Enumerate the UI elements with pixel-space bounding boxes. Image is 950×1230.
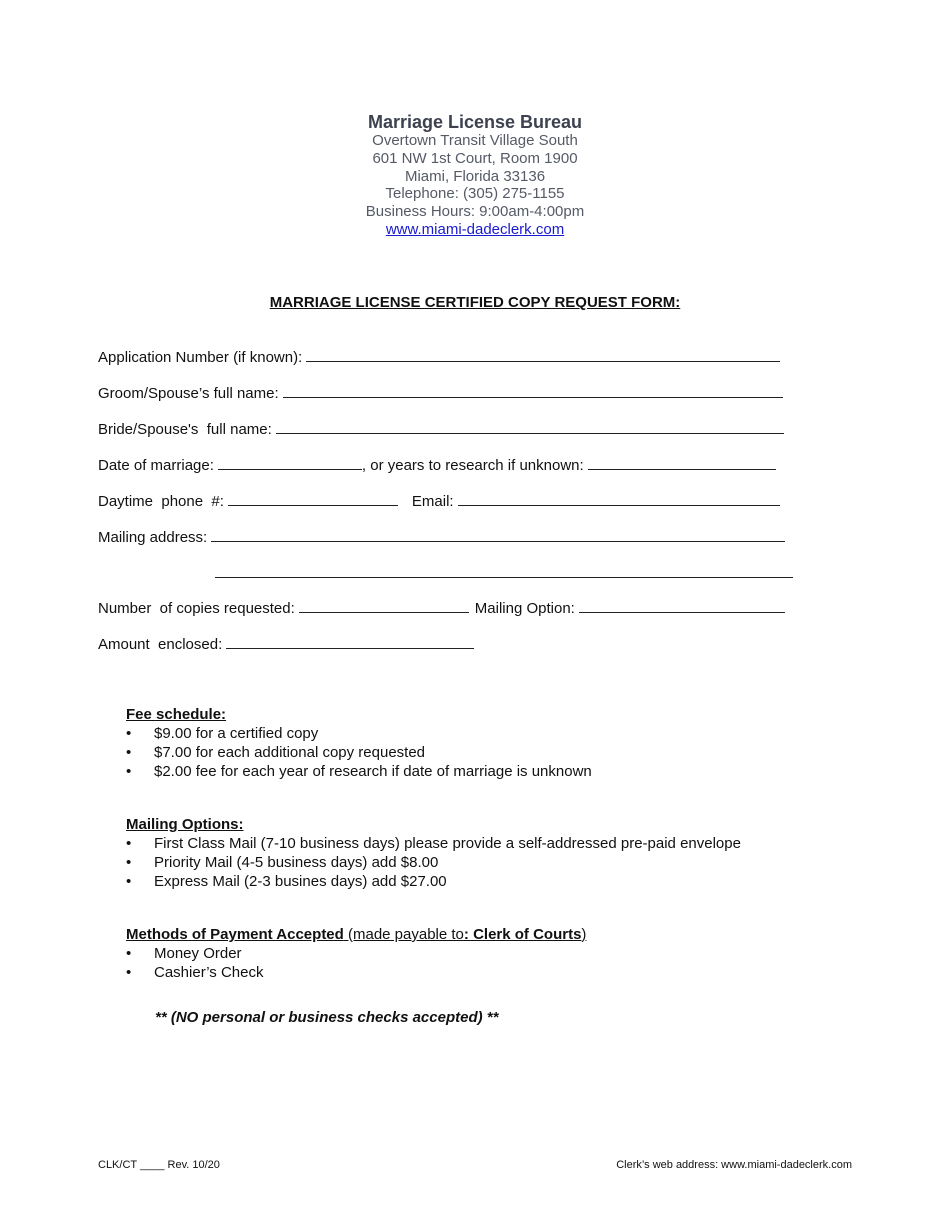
mailing-option-field[interactable] (579, 598, 785, 613)
amount-enclosed-row (98, 634, 474, 653)
footer-form-code: CLK/CT ____ Rev. 10/20 (98, 1159, 220, 1171)
list-item (126, 872, 741, 891)
phone-email-row (98, 491, 780, 510)
email-field[interactable] (458, 491, 780, 506)
bride-name-row (98, 419, 784, 438)
application-number-row (98, 347, 780, 366)
address-line: 601 NW 1st Court, Room 1900 (372, 149, 578, 167)
bureau-name: Marriage License Bureau (367, 112, 583, 132)
amount-enclosed-field[interactable] (226, 634, 474, 649)
business-hours: Business Hours: 9:00am-4:00pm (365, 203, 585, 221)
footer-web-address: Clerk’s web address: www.miami-dadeclerk.com (616, 1159, 852, 1171)
telephone: Telephone: (305) 275-1155 (385, 185, 565, 203)
fee-item-text: $7.00 for each additional copy requested (154, 744, 426, 761)
date-of-marriage-field[interactable] (218, 455, 362, 470)
bullet-icon: • (126, 763, 132, 780)
payment-heading-bold: Methods of Payment Accepted (126, 926, 344, 943)
website-link[interactable]: www.miami-dadeclerk.com (385, 220, 565, 238)
mailing-option-text: Express Mail (2-3 busines days) add $27.00 (154, 873, 447, 890)
bullet-icon: • (126, 945, 132, 962)
daytime-phone-label: Daytime phone #: (98, 493, 224, 510)
payment-methods-section (126, 925, 586, 982)
groom-name-row (98, 383, 783, 402)
list-item (126, 944, 586, 963)
fee-item-text: $2.00 fee for each year of research if date of marriage is unknown (154, 763, 592, 780)
address-line: Miami, Florida 33136 (404, 167, 546, 185)
mailing-address-field-line-2[interactable] (215, 563, 793, 578)
copies-mailing-row (98, 598, 785, 617)
mailing-options-section (126, 815, 741, 891)
payment-heading-close: ) (581, 926, 587, 943)
application-number-label: Application Number (if known): (98, 349, 303, 366)
list-item (126, 963, 586, 982)
bullet-icon: • (126, 873, 132, 890)
copies-requested-label: Number of copies requested: (98, 600, 295, 617)
payment-payee: : Clerk of Courts (463, 926, 582, 943)
date-of-marriage-row (98, 455, 776, 474)
payment-heading-plain: (made payable to (343, 926, 464, 943)
list-item (126, 853, 741, 872)
list-item (126, 743, 592, 762)
mailing-options-heading: Mailing Options: (126, 816, 244, 833)
mailing-address-row (98, 527, 785, 546)
mailing-option-text: Priority Mail (4-5 business days) add $8.00 (154, 854, 439, 871)
bullet-icon: • (126, 725, 132, 742)
mailing-address-label: Mailing address: (98, 529, 208, 546)
list-item (126, 724, 592, 743)
fee-item-text: $9.00 for a certified copy (154, 725, 319, 742)
mailing-address-row-2 (211, 563, 793, 578)
groom-name-label: Groom/Spouse’s full name: (98, 385, 279, 402)
bureau-header (0, 112, 950, 239)
copies-requested-field[interactable] (299, 598, 469, 613)
date-of-marriage-label: Date of marriage: (98, 457, 214, 474)
bride-name-label: Bride/Spouse's full name: (98, 421, 272, 438)
application-number-field[interactable] (306, 347, 780, 362)
bullet-icon: • (126, 854, 132, 871)
mailing-option-label: Mailing Option: (474, 600, 575, 617)
fee-schedule-section (126, 705, 592, 781)
mailing-address-field[interactable] (211, 527, 785, 542)
payment-method-text: Cashier’s Check (154, 964, 264, 981)
bullet-icon: • (126, 964, 132, 981)
amount-enclosed-label: Amount enclosed: (98, 636, 223, 653)
form-title: MARRIAGE LICENSE CERTIFIED COPY REQUEST FORM: (269, 294, 681, 311)
checks-note: ** (NO personal or business checks accepted) ** (155, 1009, 499, 1026)
bullet-icon: • (126, 835, 132, 852)
daytime-phone-field[interactable] (228, 491, 398, 506)
groom-name-field[interactable] (283, 383, 783, 398)
email-label: Email: (411, 493, 454, 510)
list-item (126, 834, 741, 853)
bride-name-field[interactable] (276, 419, 784, 434)
fee-schedule-heading: Fee schedule: (126, 706, 227, 723)
mailing-option-text: First Class Mail (7-10 business days) please provide a self-addressed pre-paid envelope (154, 835, 741, 852)
payment-methods-heading (126, 925, 586, 944)
list-item (126, 762, 592, 781)
payment-method-text: Money Order (154, 945, 242, 962)
bullet-icon: • (126, 744, 132, 761)
years-to-research-field[interactable] (588, 455, 776, 470)
years-to-research-label: , or years to research if unknown: (361, 457, 584, 474)
address-line: Overtown Transit Village South (372, 132, 578, 149)
